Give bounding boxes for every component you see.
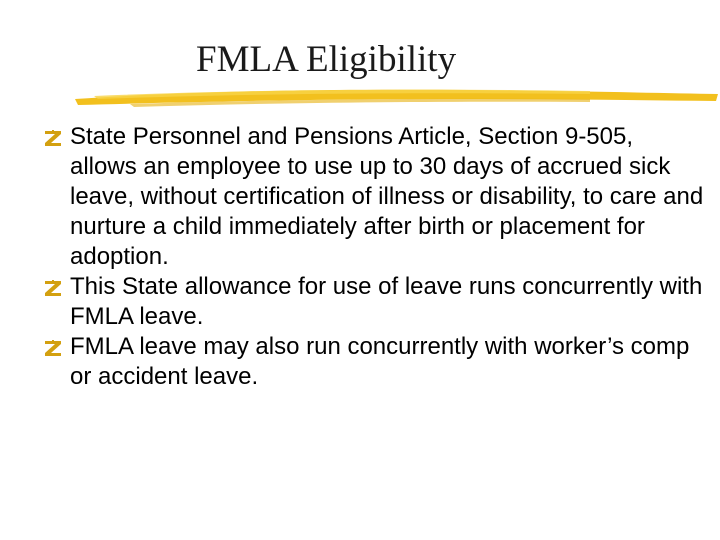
z-shaped-bullet-icon	[44, 129, 62, 147]
bullet-text: This State allowance for use of leave runs concurrently with FMLA leave.	[70, 273, 703, 330]
bullet-text: State Personnel and Pensions Article, Section 9-505, allows an employee to use up to 30 days of accrued sick leave, without certification of illness or disability, to care and nurture a child immediately after birth or placement for adoption.	[70, 123, 704, 270]
bullet-text: FMLA leave may also run concurrently with worker’s comp or accident leave.	[70, 333, 690, 390]
z-shaped-bullet-icon	[44, 279, 62, 297]
bullet-item	[44, 122, 704, 272]
bullet-list	[44, 122, 704, 392]
title-underline-brush-stroke	[70, 80, 720, 110]
slide-title: FMLA Eligibility	[196, 39, 457, 80]
bullet-item	[44, 272, 704, 332]
z-shaped-bullet-icon	[44, 339, 62, 357]
bullet-item	[44, 332, 704, 392]
